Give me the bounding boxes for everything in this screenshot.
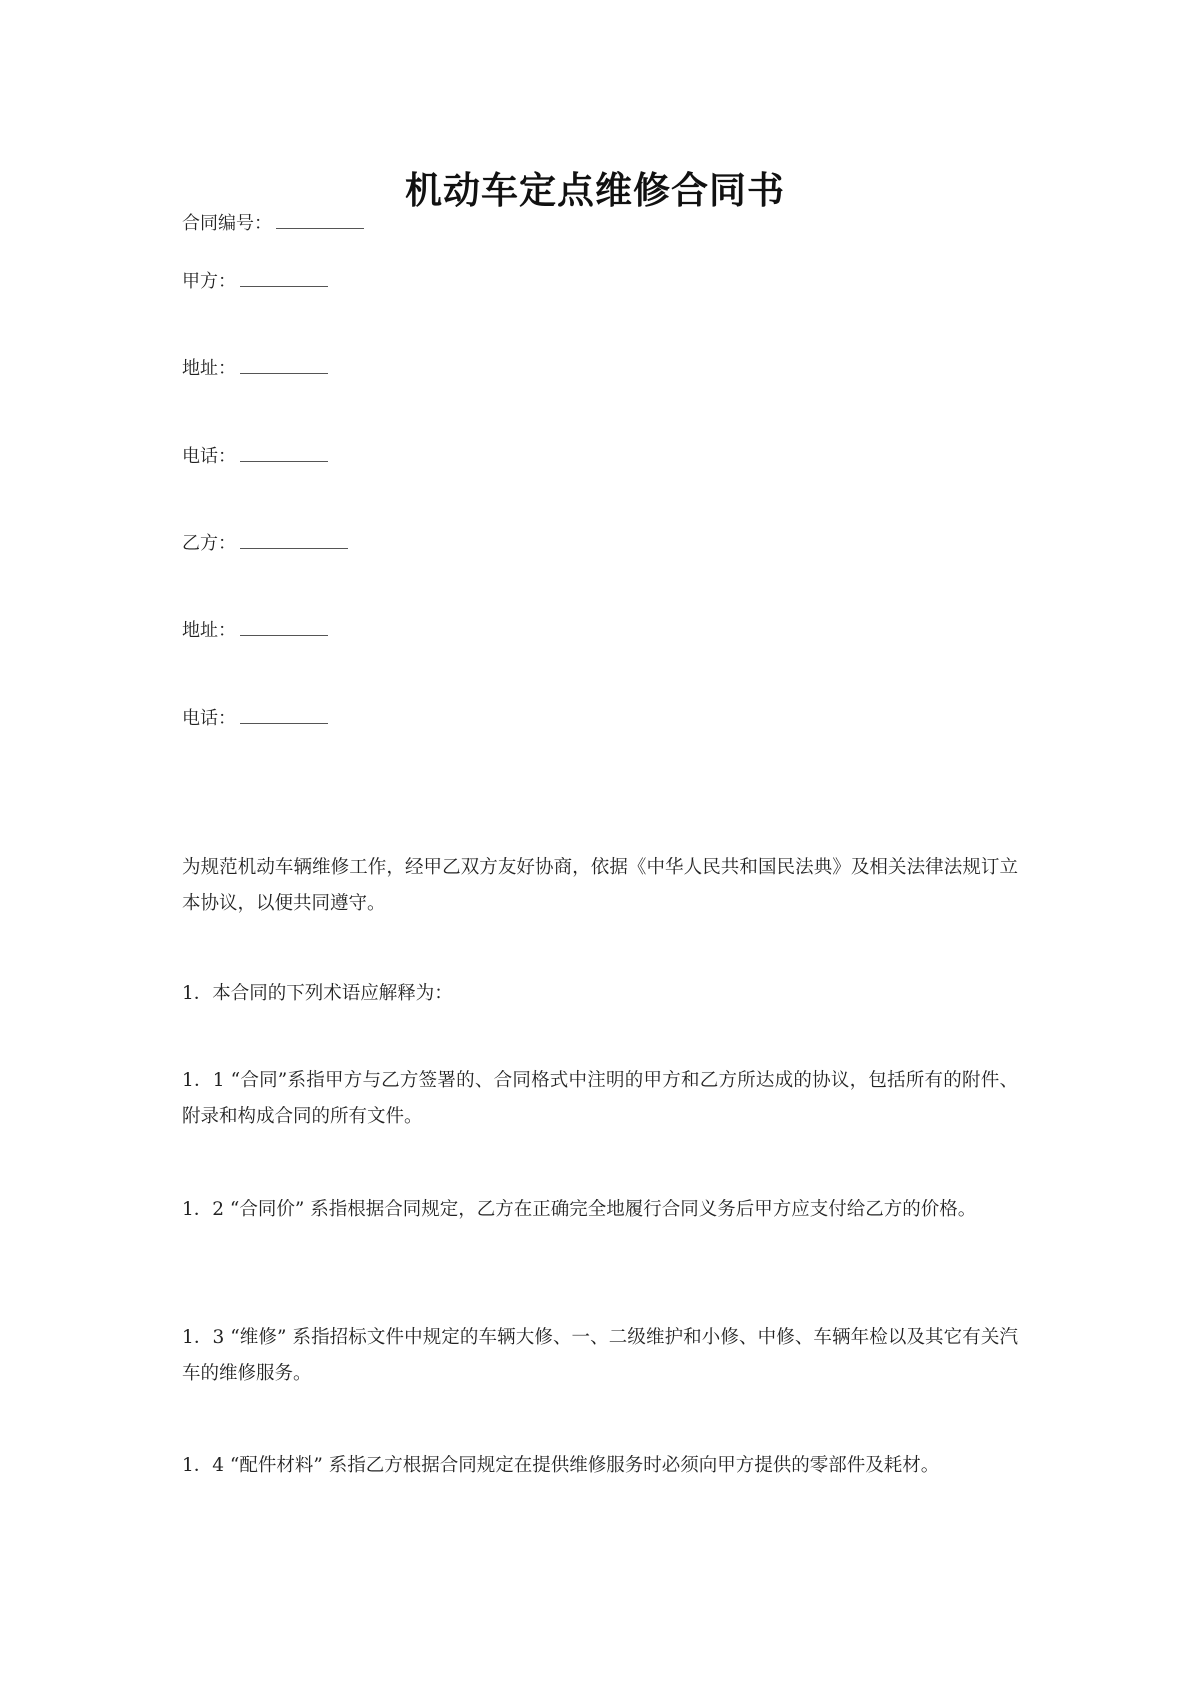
contract-number-line: [182, 210, 364, 236]
clause-1-1: 1．1 “合同”系指甲方与乙方签署的、合同格式中注明的甲方和乙方所达成的协议，包括所有的附件、附录和构成合同的所有文件。: [182, 1070, 1018, 1127]
party-b-address-line: [182, 617, 328, 643]
party-a-phone-blank[interactable]: [240, 443, 328, 462]
party-a-phone-line: [182, 443, 328, 469]
clause-1-3: 1．3 “维修” 系指招标文件中规定的车辆大修、一、二级维护和小修、中修、车辆年检以及其它有关汽车的维修服务。: [182, 1327, 1018, 1384]
party-a-address-label: 地址：: [182, 358, 236, 379]
party-a-address-line: [182, 355, 328, 381]
party-b-name-line: [182, 530, 348, 556]
clause-1-2: 1．2 “合同价” 系指根据合同规定，乙方在正确完全地履行合同义务后甲方应支付给乙方的价格。: [182, 1199, 977, 1220]
party-b-name-label: 乙方：: [182, 533, 236, 554]
party-b-name-blank[interactable]: [240, 530, 348, 549]
contract-number-label: 合同编号：: [182, 213, 272, 234]
party-b-address-label: 地址：: [182, 620, 236, 641]
party-b-address-blank[interactable]: [240, 617, 328, 636]
party-a-name-blank[interactable]: [240, 268, 328, 287]
preamble-paragraph: 为规范机动车辆维修工作，经甲乙双方友好协商，依据《中华人民共和国民法典》及相关法律法规订立本协议，以便共同遵守。: [182, 857, 1018, 914]
section-1-heading: 1．本合同的下列术语应解释为：: [182, 983, 453, 1004]
party-b-phone-label: 电话：: [182, 708, 236, 729]
party-a-address-blank[interactable]: [240, 355, 328, 374]
party-a-name-label: 甲方：: [182, 271, 236, 292]
contract-number-blank[interactable]: [276, 210, 364, 229]
party-a-name-line: [182, 268, 328, 294]
clause-1-4: 1．4 “配件材料” 系指乙方根据合同规定在提供维修服务时必须向甲方提供的零部件及耗材。: [182, 1455, 940, 1476]
party-b-phone-line: [182, 705, 328, 731]
party-b-phone-blank[interactable]: [240, 705, 328, 724]
document-title: 机动车定点维修合同书: [405, 169, 785, 212]
party-a-phone-label: 电话：: [182, 446, 236, 467]
